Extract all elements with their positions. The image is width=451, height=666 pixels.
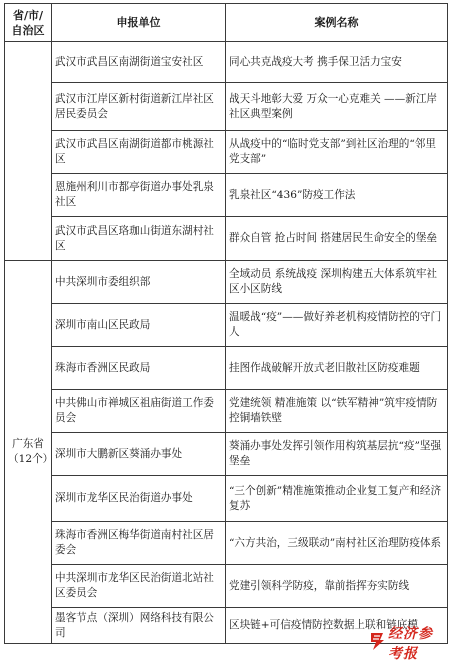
- header-unit: 申报单位: [52, 4, 226, 42]
- unit-cell: 武汉市武昌区珞珈山街道东湖村社区: [52, 217, 226, 261]
- case-list-table: [4, 3, 448, 644]
- case-cell: 挂图作战破解开放式老旧散社区防疫难题: [226, 347, 448, 390]
- table-row: [5, 347, 448, 390]
- case-cell: 同心共克战疫大考 携手保卫活力宝安: [226, 42, 448, 83]
- case-cell: “六方共治，三级联动”南村社区治理防疫体系: [226, 522, 448, 565]
- case-cell: 全域动员 系统战疫 深圳构建五大体系筑牢社区小区防线: [226, 261, 448, 304]
- case-cell: 从战疫中的“临时党支部”到社区治理的“邻里党支部”: [226, 131, 448, 174]
- unit-cell: 深圳市南山区民政局: [52, 304, 226, 347]
- newspaper-watermark: [366, 626, 438, 662]
- table-row: [5, 261, 448, 304]
- table-row: [5, 433, 448, 476]
- case-cell: 区块链+可信疫情防控数据上联和链底模: [226, 608, 448, 644]
- case-cell: 乳泉社区“436”防疫工作法: [226, 174, 448, 217]
- unit-cell: 武汉市江岸区新村街道新江岸社区居民委员会: [52, 83, 226, 131]
- table-row: [5, 390, 448, 433]
- header-case: 案例名称: [226, 4, 448, 42]
- province-cell-guangdong: 广东省（12个）: [5, 261, 52, 644]
- case-cell: “三个创新”精准施策推动企业复工复产和经济复苏: [226, 476, 448, 522]
- table-row: [5, 83, 448, 131]
- table-row: [5, 174, 448, 217]
- unit-cell: 中共佛山市禅城区祖庙街道工作委员会: [52, 390, 226, 433]
- unit-cell: 深圳市龙华区民治街道办事处: [52, 476, 226, 522]
- watermark-text: 经济参考报: [388, 626, 433, 662]
- case-cell: 党建引领科学防疫，靠前指挥夯实防线: [226, 565, 448, 608]
- unit-cell: 恩施州利川市都亭街道办事处乳泉社区: [52, 174, 226, 217]
- unit-cell: 珠海市香洲区梅华街道南村社区居委会: [52, 522, 226, 565]
- case-cell: 战天斗地彰大爱 万众一心克难关 ——新江岸社区典型案例: [226, 83, 448, 131]
- unit-cell: 中共深圳市委组织部: [52, 261, 226, 304]
- table-row: [5, 131, 448, 174]
- case-cell: 温暖战“疫”——做好养老机构疫情防控的守门人: [226, 304, 448, 347]
- unit-cell: 珠海市香洲区民政局: [52, 347, 226, 390]
- table-row: [5, 476, 448, 522]
- table-row: [5, 304, 448, 347]
- unit-cell: 武汉市武昌区南湖街道都市桃源社区: [52, 131, 226, 174]
- table-row: [5, 522, 448, 565]
- case-cell: 群众自管 抢占时间 搭建居民生命安全的堡垒: [226, 217, 448, 261]
- header-row: [5, 4, 448, 42]
- unit-cell: 中共深圳市龙华区民治街道北站社区委员会: [52, 565, 226, 608]
- table-row: [5, 42, 448, 83]
- table-row: [5, 565, 448, 608]
- unit-cell: 武汉市武昌区南湖街道宝安社区: [52, 42, 226, 83]
- case-cell: 党建统领 精准施策 以“铁军精神”筑牢疫情防控铜墙铁壁: [226, 390, 448, 433]
- header-province: 省/市/自治区: [5, 4, 52, 42]
- unit-cell: 深圳市大鹏新区葵涌办事处: [52, 433, 226, 476]
- unit-cell: 墨客节点（深圳）网络科技有限公司: [52, 608, 226, 644]
- province-cell-blank: [5, 42, 52, 261]
- table-row: [5, 217, 448, 261]
- newspaper-logo-icon: [368, 631, 386, 655]
- case-cell: 葵涌办事处发挥引领作用构筑基层抗“疫”坚强堡垒: [226, 433, 448, 476]
